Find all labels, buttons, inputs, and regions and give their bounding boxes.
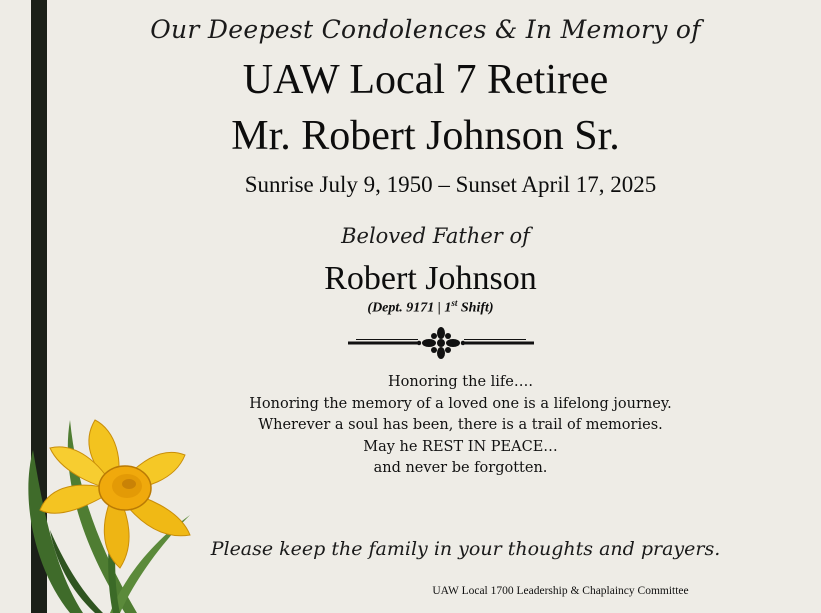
ornamental-divider-icon (346, 326, 536, 360)
dept-ordinal-suffix: st (451, 298, 458, 308)
poem-line: Honoring the life…. (388, 374, 533, 390)
life-dates: Sunrise July 9, 1950 – Sunset April 17, 2025 (244, 172, 657, 197)
poem-line: Wherever a soul has been, there is a trail of memories. (258, 417, 663, 433)
condolences-heading: Our Deepest Condolences & In Memory of (150, 15, 701, 44)
dept-prefix: (Dept. 9171 | 1 (367, 300, 452, 316)
child-name: Robert Johnson (324, 260, 537, 297)
daffodil-icon (15, 410, 215, 613)
beloved-father-line: Beloved Father of (341, 224, 530, 248)
poem-line: Honoring the memory of a loved one is a lifelong journey. (249, 395, 672, 412)
prayer-line: Please keep the family in your thoughts and prayers. (210, 538, 721, 560)
retiree-title: UAW Local 7 Retiree (242, 57, 609, 103)
dept-suffix: Shift) (457, 300, 494, 316)
deceased-name: Mr. Robert Johnson Sr. (231, 113, 620, 159)
committee-footer: UAW Local 1700 Leadership & Chaplaincy Committee (432, 585, 689, 597)
dept-shift-info (0, 298, 821, 317)
poem-line: and never be forgotten. (373, 460, 548, 476)
poem-line: May he REST IN PEACE… (363, 438, 558, 455)
